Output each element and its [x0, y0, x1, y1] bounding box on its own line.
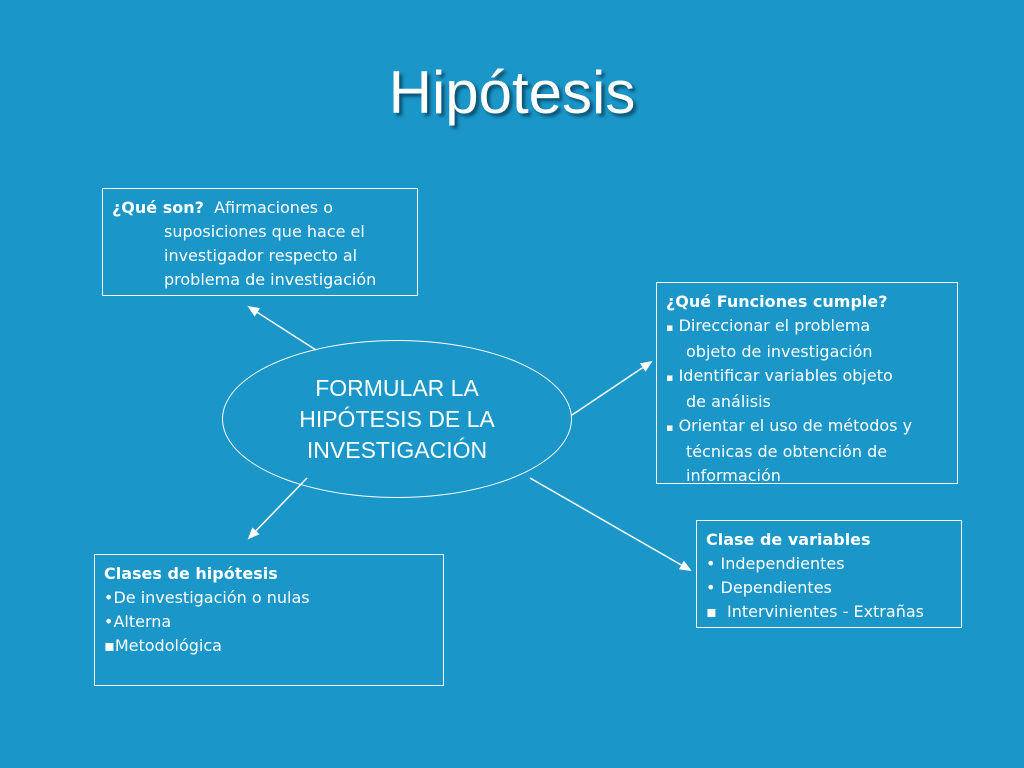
- que-son-line1: Afirmaciones o: [214, 198, 333, 217]
- clase-variables-item: • Dependientes: [706, 578, 832, 597]
- clases-hipotesis-item: •De investigación o nulas: [104, 588, 310, 607]
- funciones-item: ▪ Direccionar el problema: [666, 316, 871, 335]
- center-label: FORMULAR LA HIPÓTESIS DE LA INVESTIGACIÓN: [299, 374, 495, 463]
- funciones-item: ▪ Orientar el uso de métodos y: [666, 416, 913, 435]
- clases-hipotesis-box: [94, 554, 444, 686]
- que-son-line: problema de investigación: [164, 270, 377, 289]
- funciones-heading: ¿Qué Funciones cumple?: [666, 292, 888, 311]
- slide-title: Hipótesis: [388, 59, 636, 126]
- clases-hipotesis-item: ▪Metodológica: [104, 636, 222, 655]
- que-son-line: suposiciones que hace el: [164, 222, 365, 241]
- arrow-to-clase-variables: [530, 478, 690, 570]
- funciones-item-cont: objeto de investigación: [686, 342, 873, 361]
- arrow-to-que-son: [249, 307, 316, 350]
- que-son-heading: ¿Qué son?: [112, 198, 204, 217]
- funciones-item: ▪ Identificar variables objeto: [666, 366, 893, 385]
- clase-variables-box: [696, 520, 962, 628]
- arrow-to-funciones: [572, 362, 651, 415]
- square-bullet-icon: ▪: [666, 371, 674, 384]
- arrow-to-clases-hipotesis: [249, 478, 307, 538]
- funciones-item-cont: técnicas de obtención de: [686, 442, 888, 461]
- que-son-line: investigador respecto al: [164, 246, 358, 265]
- funciones-box: [656, 282, 958, 484]
- square-bullet-icon: ▪: [666, 321, 674, 334]
- clases-hipotesis-item: •Alterna: [104, 612, 172, 631]
- clase-variables-heading: Clase de variables: [706, 530, 871, 549]
- funciones-item-cont: de análisis: [686, 392, 771, 411]
- square-bullet-icon: ▪: [666, 421, 674, 434]
- que-son-first-line: [112, 196, 408, 220]
- clase-variables-item: • Independientes: [706, 554, 845, 573]
- clases-hipotesis-heading: Clases de hipótesis: [104, 564, 278, 583]
- funciones-item-cont: información: [686, 466, 781, 485]
- que-son-box: [102, 188, 418, 296]
- center-ellipse: [222, 340, 572, 498]
- clase-variables-item: ▪ Intervinientes - Extrañas: [706, 602, 924, 621]
